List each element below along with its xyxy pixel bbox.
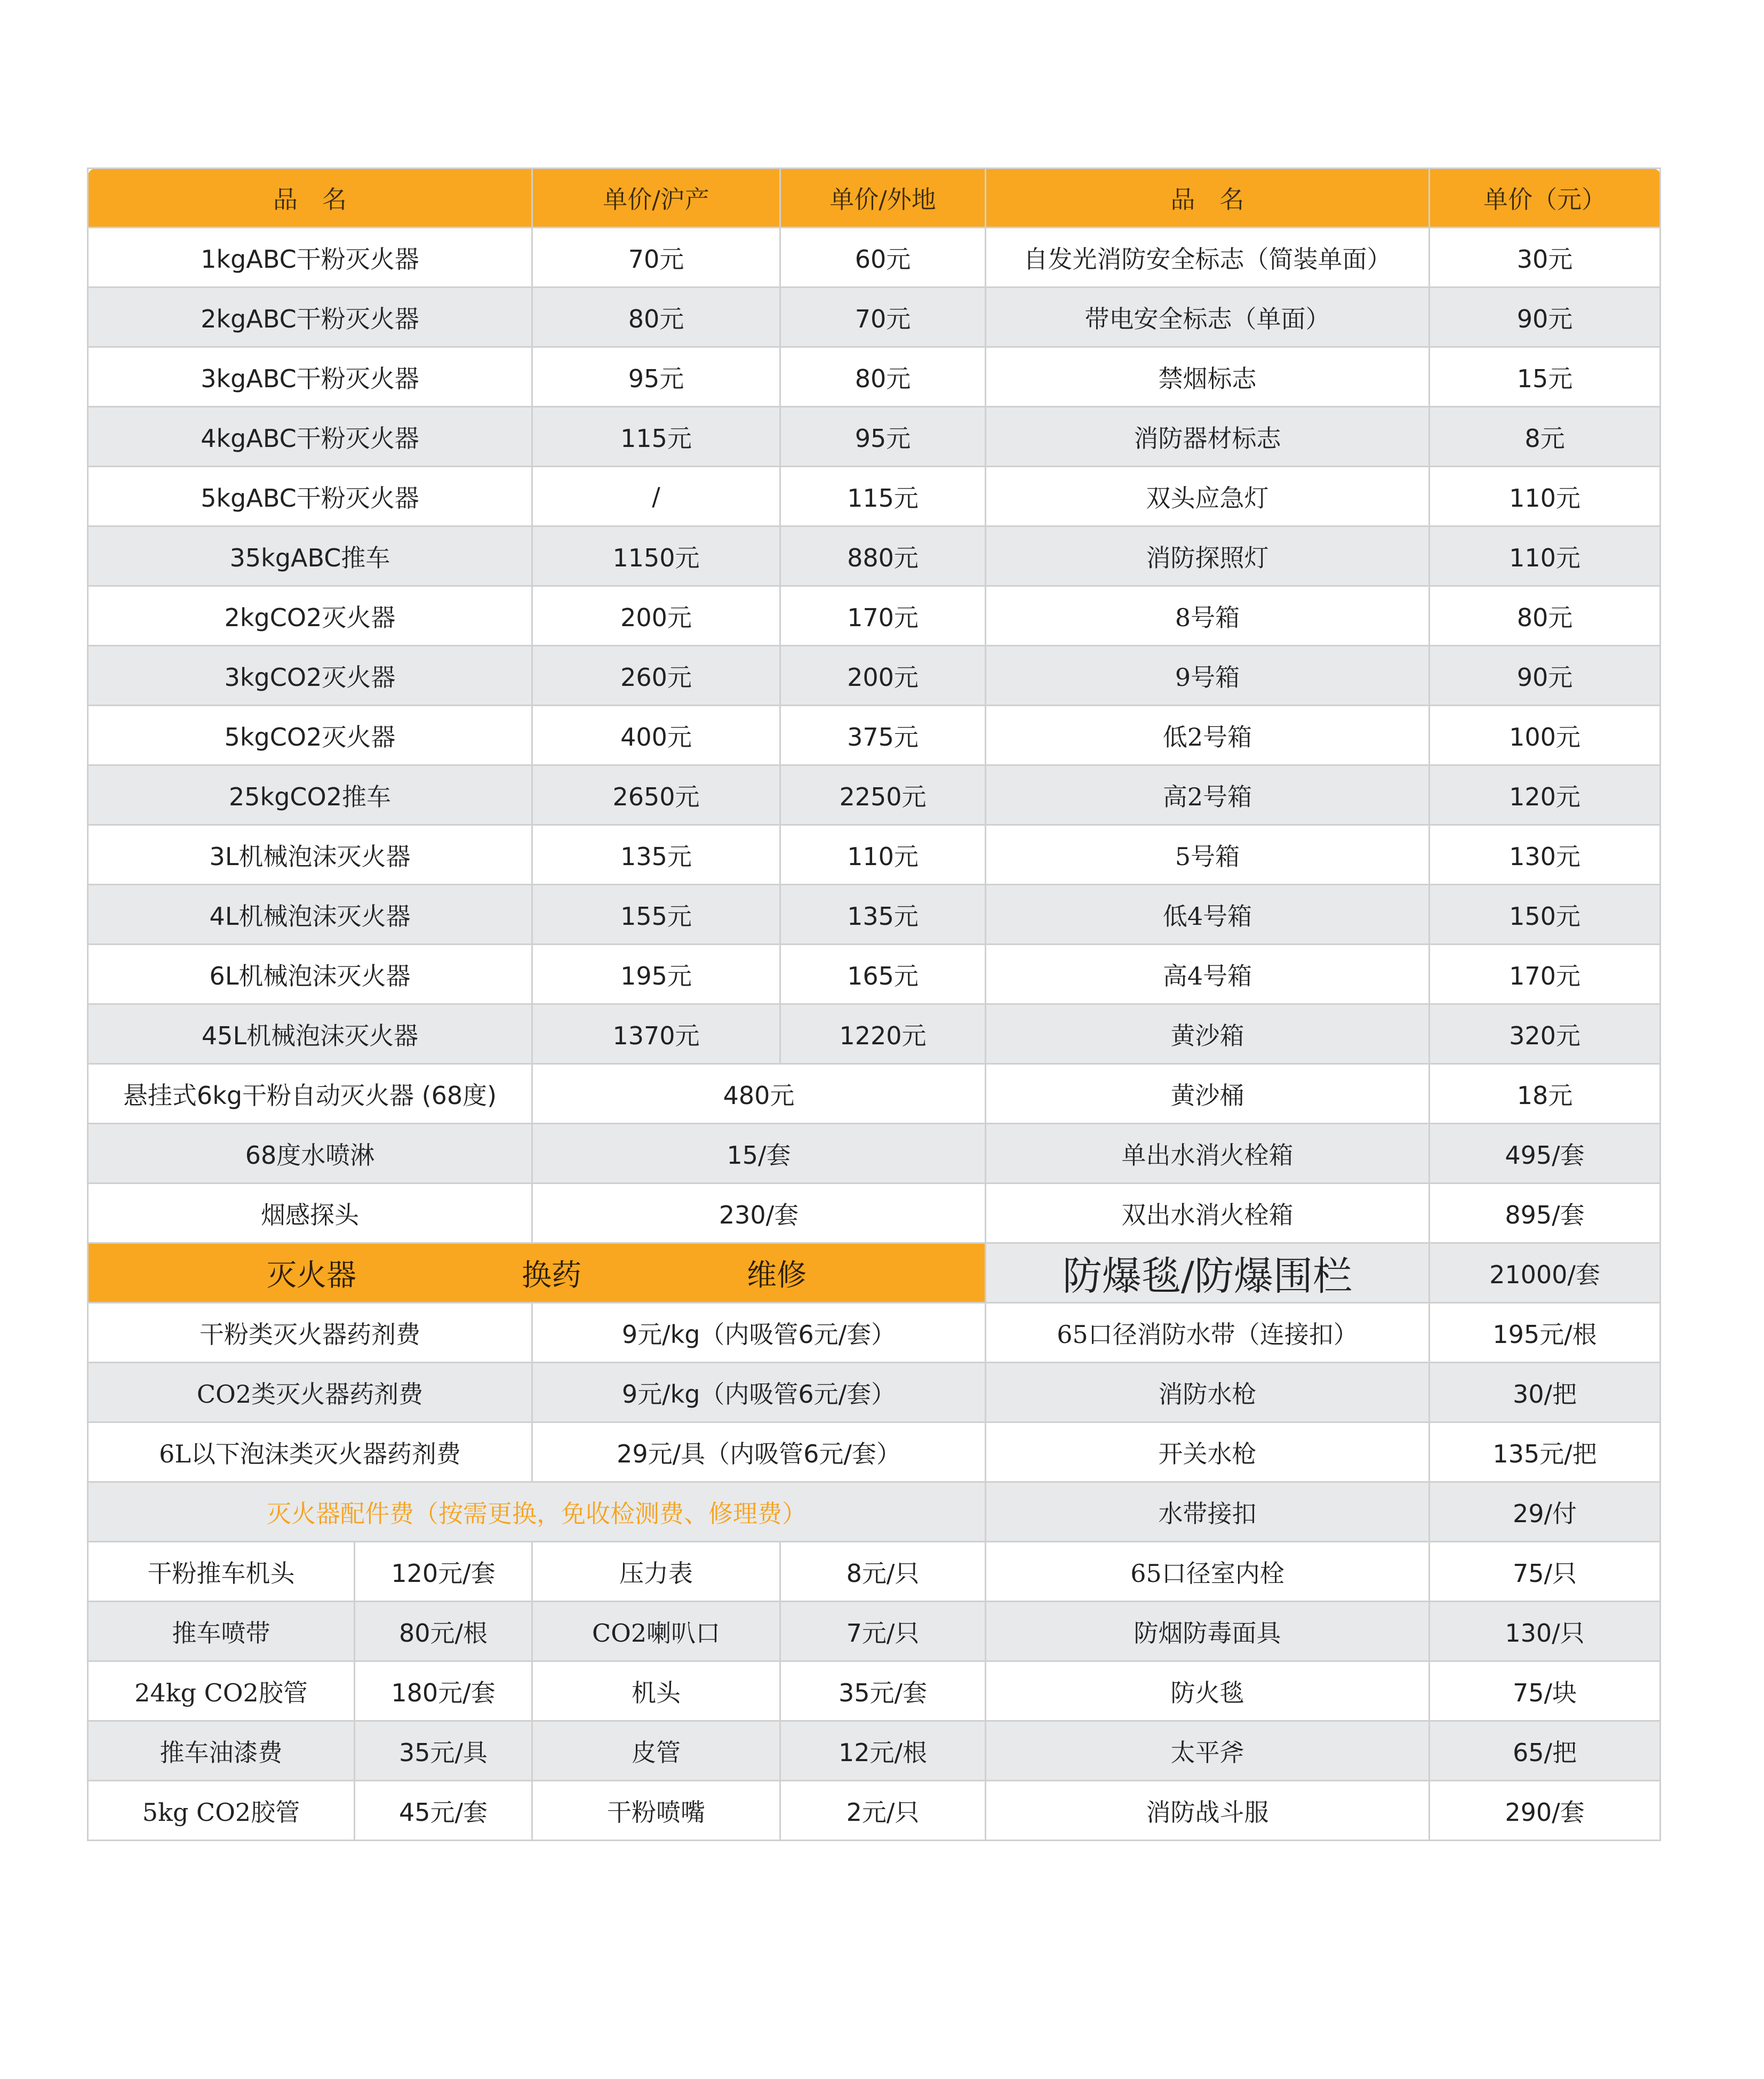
product-name-2: 5号箱 bbox=[986, 825, 1430, 885]
table-row bbox=[88, 1184, 1661, 1243]
table-row bbox=[88, 526, 1661, 586]
table-row bbox=[88, 347, 1661, 407]
price-2: 75/只 bbox=[1430, 1542, 1661, 1602]
product-name-2: 9号箱 bbox=[986, 646, 1430, 706]
product-name-2: 水带接扣 bbox=[986, 1482, 1430, 1542]
part-price-2: 2元/只 bbox=[780, 1781, 986, 1841]
price-2: 495/套 bbox=[1430, 1124, 1661, 1184]
product-name: 6L机械泡沫灭火器 bbox=[88, 945, 532, 1004]
price-2: 75/块 bbox=[1430, 1661, 1661, 1721]
part-price: 45元/套 bbox=[355, 1781, 532, 1841]
table-row bbox=[88, 1721, 1661, 1781]
product-name: 烟感探头 bbox=[88, 1184, 532, 1243]
part-price-2: 8元/只 bbox=[780, 1542, 986, 1602]
product-name: 68度水喷淋 bbox=[88, 1124, 532, 1184]
refill-item-name: CO2类灭火器药剂费 bbox=[88, 1363, 532, 1422]
price-2: 8元 bbox=[1430, 407, 1661, 467]
price-other: 375元 bbox=[780, 706, 986, 765]
refill-price: 9元/kg（内吸管6元/套） bbox=[532, 1303, 986, 1363]
price-2: 895/套 bbox=[1430, 1184, 1661, 1243]
product-name-2: 禁烟标志 bbox=[986, 347, 1430, 407]
table-row bbox=[88, 1602, 1661, 1661]
part-price: 120元/套 bbox=[355, 1542, 532, 1602]
part-price-2: 35元/套 bbox=[780, 1661, 986, 1721]
header-price-other: 单价/外地 bbox=[780, 169, 986, 228]
section-word-refill: 换药 bbox=[522, 1258, 581, 1293]
price-other: 1220元 bbox=[780, 1004, 986, 1064]
price-other: 95元 bbox=[780, 407, 986, 467]
product-name: 45L机械泡沫灭火器 bbox=[88, 1004, 532, 1064]
product-name-2: 8号箱 bbox=[986, 586, 1430, 646]
product-name: 5kgCO2灭火器 bbox=[88, 706, 532, 765]
price-2: 150元 bbox=[1430, 885, 1661, 945]
price-other: 115元 bbox=[780, 467, 986, 526]
blast-blanket-price: 21000/套 bbox=[1430, 1243, 1661, 1303]
refill-price: 29元/具（内吸管6元/套） bbox=[532, 1422, 986, 1482]
price-2: 100元 bbox=[1430, 706, 1661, 765]
price-2: 170元 bbox=[1430, 945, 1661, 1004]
table-row bbox=[88, 586, 1661, 646]
product-name: 4kgABC干粉灭火器 bbox=[88, 407, 532, 467]
product-name-2: 65口径室内栓 bbox=[986, 1542, 1430, 1602]
part-price: 35元/具 bbox=[355, 1721, 532, 1781]
price-2: 29/付 bbox=[1430, 1482, 1661, 1542]
table-row bbox=[88, 1542, 1661, 1602]
part-price: 80元/根 bbox=[355, 1602, 532, 1661]
product-name-2: 双头应急灯 bbox=[986, 467, 1430, 526]
part-name-2: 压力表 bbox=[532, 1542, 780, 1602]
part-name: 推车油漆费 bbox=[88, 1721, 355, 1781]
section-word-repair: 维修 bbox=[747, 1258, 807, 1293]
table-row bbox=[88, 825, 1661, 885]
product-name-2: 防火毯 bbox=[986, 1661, 1430, 1721]
price-other: 135元 bbox=[780, 885, 986, 945]
product-name-2: 消防水枪 bbox=[986, 1363, 1430, 1422]
price-other: 80元 bbox=[780, 347, 986, 407]
product-name: 2kgCO2灭火器 bbox=[88, 586, 532, 646]
product-name-2: 单出水消火栓箱 bbox=[986, 1124, 1430, 1184]
product-name: 悬挂式6kg干粉自动灭火器 (68度) bbox=[88, 1064, 532, 1124]
product-name-2: 高4号箱 bbox=[986, 945, 1430, 1004]
product-name-2: 开关水枪 bbox=[986, 1422, 1430, 1482]
price-other: 880元 bbox=[780, 526, 986, 586]
price-2: 290/套 bbox=[1430, 1781, 1661, 1841]
part-price-2: 7元/只 bbox=[780, 1602, 986, 1661]
parts-fee-note: 灭火器配件费（按需更换，免收检测费、修理费） bbox=[88, 1482, 986, 1542]
table-row bbox=[88, 646, 1661, 706]
product-name-2: 太平斧 bbox=[986, 1721, 1430, 1781]
price-combined: 230/套 bbox=[532, 1184, 986, 1243]
product-name-2: 消防战斗服 bbox=[986, 1781, 1430, 1841]
price-shanghai: 195元 bbox=[532, 945, 780, 1004]
table-header-row bbox=[88, 169, 1661, 228]
product-name-2: 低4号箱 bbox=[986, 885, 1430, 945]
price-2: 110元 bbox=[1430, 526, 1661, 586]
price-shanghai: 70元 bbox=[532, 228, 780, 287]
price-other: 110元 bbox=[780, 825, 986, 885]
table-row bbox=[88, 407, 1661, 467]
product-name: 4L机械泡沫灭火器 bbox=[88, 885, 532, 945]
price-other: 170元 bbox=[780, 586, 986, 646]
product-name: 1kgABC干粉灭火器 bbox=[88, 228, 532, 287]
price-2: 130元 bbox=[1430, 825, 1661, 885]
price-shanghai: / bbox=[532, 467, 780, 526]
price-2: 135元/把 bbox=[1430, 1422, 1661, 1482]
header-price-yuan: 单价（元） bbox=[1430, 169, 1661, 228]
price-shanghai: 80元 bbox=[532, 287, 780, 347]
part-name: 5kg CO2胶管 bbox=[88, 1781, 355, 1841]
product-name-2: 低2号箱 bbox=[986, 706, 1430, 765]
price-2: 110元 bbox=[1430, 467, 1661, 526]
table-row bbox=[88, 1363, 1661, 1422]
part-price: 180元/套 bbox=[355, 1661, 532, 1721]
price-2: 120元 bbox=[1430, 765, 1661, 825]
price-shanghai: 115元 bbox=[532, 407, 780, 467]
price-2: 90元 bbox=[1430, 287, 1661, 347]
product-name-2: 黄沙箱 bbox=[986, 1004, 1430, 1064]
product-name: 5kgABC干粉灭火器 bbox=[88, 467, 532, 526]
part-name: 推车喷带 bbox=[88, 1602, 355, 1661]
product-name-2: 高2号箱 bbox=[986, 765, 1430, 825]
table-row bbox=[88, 1303, 1661, 1363]
part-name-2: 皮管 bbox=[532, 1721, 780, 1781]
product-name: 3kgABC干粉灭火器 bbox=[88, 347, 532, 407]
price-2: 90元 bbox=[1430, 646, 1661, 706]
price-shanghai: 1150元 bbox=[532, 526, 780, 586]
price-shanghai: 95元 bbox=[532, 347, 780, 407]
refill-item-name: 干粉类灭火器药剂费 bbox=[88, 1303, 532, 1363]
table-row bbox=[88, 945, 1661, 1004]
parts-note-row bbox=[88, 1482, 1661, 1542]
table-row bbox=[88, 765, 1661, 825]
product-name: 25kgCO2推车 bbox=[88, 765, 532, 825]
price-2: 195元/根 bbox=[1430, 1303, 1661, 1363]
product-name-2: 消防探照灯 bbox=[986, 526, 1430, 586]
part-name-2: 机头 bbox=[532, 1661, 780, 1721]
price-shanghai: 260元 bbox=[532, 646, 780, 706]
price-shanghai: 1370元 bbox=[532, 1004, 780, 1064]
product-name-2: 防烟防毒面具 bbox=[986, 1602, 1430, 1661]
price-combined: 480元 bbox=[532, 1064, 986, 1124]
refill-price: 9元/kg（内吸管6元/套） bbox=[532, 1363, 986, 1422]
table-row bbox=[88, 228, 1661, 287]
product-name: 3L机械泡沫灭火器 bbox=[88, 825, 532, 885]
product-name: 35kgABC推车 bbox=[88, 526, 532, 586]
table-row bbox=[88, 1064, 1661, 1124]
header-product-name: 品 名 bbox=[88, 169, 532, 228]
table-row bbox=[88, 1661, 1661, 1721]
product-name-2: 带电安全标志（单面） bbox=[986, 287, 1430, 347]
part-name: 24kg CO2胶管 bbox=[88, 1661, 355, 1721]
table-row bbox=[88, 1422, 1661, 1482]
price-2: 320元 bbox=[1430, 1004, 1661, 1064]
part-price-2: 12元/根 bbox=[780, 1721, 986, 1781]
price-other: 60元 bbox=[780, 228, 986, 287]
table-row bbox=[88, 706, 1661, 765]
header-price-shanghai: 单价/沪产 bbox=[532, 169, 780, 228]
table-row bbox=[88, 287, 1661, 347]
product-name-2: 消防器材标志 bbox=[986, 407, 1430, 467]
price-table bbox=[87, 167, 1661, 1841]
section-refill-repair-heading bbox=[88, 1243, 986, 1303]
section-header-row bbox=[88, 1243, 1661, 1303]
price-2: 30/把 bbox=[1430, 1363, 1661, 1422]
table-row bbox=[88, 1004, 1661, 1064]
product-name-2: 65口径消防水带（连接扣） bbox=[986, 1303, 1430, 1363]
part-name-2: CO2喇叭口 bbox=[532, 1602, 780, 1661]
product-name-2: 双出水消火栓箱 bbox=[986, 1184, 1430, 1243]
price-2: 30元 bbox=[1430, 228, 1661, 287]
product-name: 3kgCO2灭火器 bbox=[88, 646, 532, 706]
price-2: 130/只 bbox=[1430, 1602, 1661, 1661]
blast-blanket-name: 防爆毯/防爆围栏 bbox=[986, 1243, 1430, 1303]
header-product-name-2: 品 名 bbox=[986, 169, 1430, 228]
table-row bbox=[88, 1124, 1661, 1184]
part-name: 干粉推车机头 bbox=[88, 1542, 355, 1602]
price-shanghai: 155元 bbox=[532, 885, 780, 945]
price-shanghai: 2650元 bbox=[532, 765, 780, 825]
table-row bbox=[88, 1781, 1661, 1841]
product-name-2: 黄沙桶 bbox=[986, 1064, 1430, 1124]
price-other: 200元 bbox=[780, 646, 986, 706]
price-2: 15元 bbox=[1430, 347, 1661, 407]
refill-item-name: 6L以下泡沫类灭火器药剂费 bbox=[88, 1422, 532, 1482]
price-shanghai: 400元 bbox=[532, 706, 780, 765]
price-other: 70元 bbox=[780, 287, 986, 347]
price-combined: 15/套 bbox=[532, 1124, 986, 1184]
section-word-extinguisher: 灭火器 bbox=[267, 1258, 356, 1293]
product-name: 2kgABC干粉灭火器 bbox=[88, 287, 532, 347]
price-2: 18元 bbox=[1430, 1064, 1661, 1124]
price-other: 165元 bbox=[780, 945, 986, 1004]
price-other: 2250元 bbox=[780, 765, 986, 825]
table-row bbox=[88, 467, 1661, 526]
price-2: 65/把 bbox=[1430, 1721, 1661, 1781]
table-row bbox=[88, 885, 1661, 945]
price-shanghai: 135元 bbox=[532, 825, 780, 885]
part-name-2: 干粉喷嘴 bbox=[532, 1781, 780, 1841]
price-shanghai: 200元 bbox=[532, 586, 780, 646]
product-name-2: 自发光消防安全标志（简装单面） bbox=[986, 228, 1430, 287]
price-2: 80元 bbox=[1430, 586, 1661, 646]
